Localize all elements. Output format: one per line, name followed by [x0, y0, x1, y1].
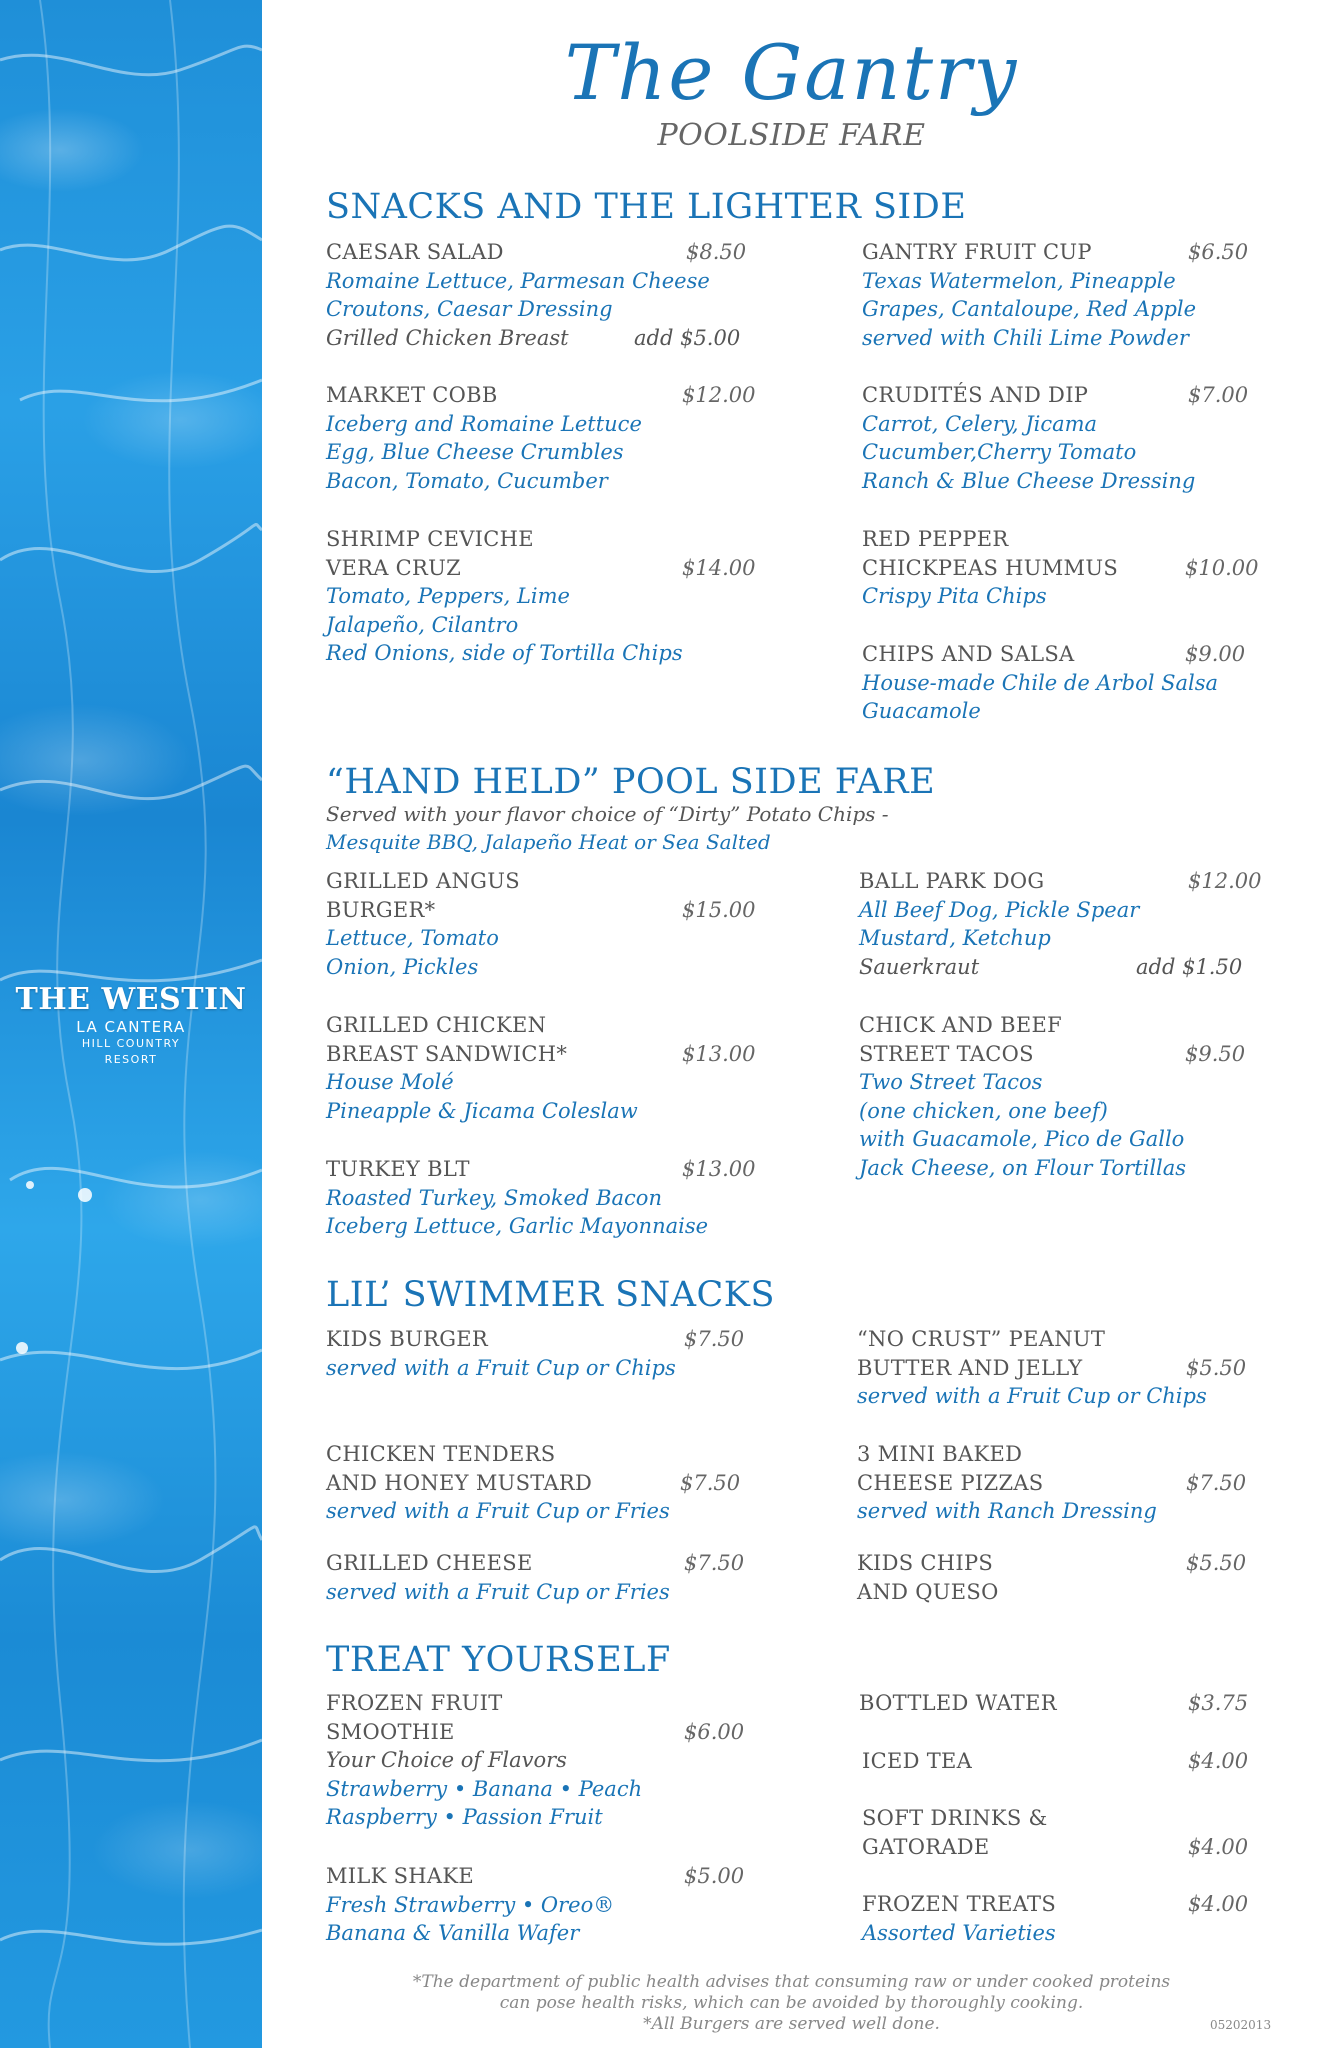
print-code: 05202013: [1210, 2018, 1272, 2032]
item-description: served with Chili Lime Powder: [862, 325, 1189, 350]
item-description: Egg, Blue Cheese Crumbles: [326, 440, 624, 465]
item-price: $13.00: [682, 1042, 756, 1066]
menu-item-market-cobb: [326, 381, 642, 495]
item-description: Ranch & Blue Cheese Dressing: [862, 468, 1196, 493]
item-name: BURGER*: [326, 897, 436, 922]
item-name: BOTTLED WATER: [859, 1691, 1057, 1715]
item-price: $12.00: [682, 383, 756, 407]
item-price: $4.00: [1188, 1749, 1249, 1773]
menu-item-street-tacos: [859, 1011, 1186, 1183]
intro-line: Mesquite BBQ, Jalapeño Heat or Sea Salted: [326, 830, 771, 854]
item-name: GATORADE: [862, 1834, 990, 1859]
section-title-kids: LIL’ SWIMMER SNACKS: [326, 1275, 775, 1315]
disclaimer-line: *All Burgers are served well done.: [643, 2014, 940, 2034]
item-name: MILK SHAKE: [326, 1864, 474, 1888]
item-description: Crispy Pita Chips: [862, 584, 1047, 609]
item-description: Mustard, Ketchup: [859, 926, 1051, 951]
item-name: SMOOTHIE: [326, 1719, 455, 1744]
item-description: Grapes, Cantaloupe, Red Apple: [862, 297, 1197, 322]
hotel-line-2: HILL COUNTRY: [81, 1037, 181, 1050]
menu-item-ball-park-dog: [859, 867, 1139, 981]
item-description: Cucumber,Cherry Tomato: [862, 440, 1137, 465]
item-name: GRILLED CHEESE: [326, 1551, 533, 1575]
menu-subtitle: POOLSIDE FARE: [657, 118, 926, 153]
disclaimer-line: can pose health risks, which can be avoided by thoroughly cooking.: [499, 1993, 1084, 2013]
item-description: served with a Fruit Cup or Fries: [326, 1499, 670, 1524]
addon-price: add $1.50: [1136, 955, 1243, 979]
item-name: AND QUESO: [857, 1579, 999, 1604]
item-name: MARKET COBB: [326, 383, 498, 407]
menu-item-crudites: [862, 381, 1195, 495]
item-description: served with a Fruit Cup or Fries: [326, 1579, 670, 1604]
item-description: Pineapple & Jicama Coleslaw: [326, 1098, 638, 1123]
item-description: Banana & Vanilla Wafer: [326, 1921, 580, 1946]
section-title-treat: TREAT YOURSELF: [326, 1640, 671, 1680]
menu-item-smoothie: [326, 1689, 642, 1832]
item-name: CHIPS AND SALSA: [862, 642, 1075, 666]
item-description: Assorted Varieties: [862, 1920, 1056, 1945]
item-price: $8.50: [686, 240, 747, 264]
menu-item-soft-drinks: [862, 1804, 1048, 1861]
item-price: $9.50: [1185, 1042, 1246, 1066]
item-name: RED PEPPER: [862, 527, 1009, 551]
item-addon: Sauerkraut: [859, 954, 980, 979]
item-price: $12.00: [1188, 869, 1262, 893]
health-disclaimer: [262, 1972, 1321, 2035]
hotel-name: THE WESTIN: [15, 982, 247, 1017]
item-name: TURKEY BLT: [326, 1157, 470, 1181]
item-description: Texas Watermelon, Pineapple: [862, 268, 1176, 293]
item-description: Iceberg and Romaine Lettuce: [326, 411, 642, 436]
item-price: $5.50: [1186, 1356, 1247, 1380]
item-description: Romaine Lettuce, Parmesan Cheese: [326, 268, 710, 293]
hotel-line-1: LA CANTERA: [76, 1018, 186, 1036]
item-description: Carrot, Celery, Jicama: [862, 411, 1098, 436]
item-price: $7.50: [680, 1471, 741, 1495]
menu-item-frozen-treats: [862, 1890, 1056, 1947]
menu-item-turkey-blt: [326, 1155, 708, 1241]
item-name: BALL PARK DOG: [859, 869, 1045, 893]
menu-item-iced-tea: [862, 1747, 972, 1776]
item-price: $4.00: [1188, 1835, 1249, 1859]
menu-item-kids-chips-queso: [857, 1549, 999, 1606]
item-name: BREAST SANDWICH*: [326, 1041, 568, 1066]
menu-item-chicken-tenders: [326, 1440, 670, 1526]
section-title-snacks: SNACKS AND THE LIGHTER SIDE: [326, 187, 967, 227]
item-name: STREET TACOS: [859, 1041, 1034, 1066]
menu-item-hummus: [862, 525, 1118, 611]
item-name: GANTRY FRUIT CUP: [862, 240, 1092, 264]
item-price: $3.75: [1188, 1691, 1249, 1715]
section-title-handheld: “HAND HELD” POOL SIDE FARE: [326, 762, 936, 802]
item-description: Raspberry • Passion Fruit: [326, 1805, 603, 1830]
item-description: Roasted Turkey, Smoked Bacon: [326, 1185, 662, 1210]
item-price: $4.00: [1188, 1892, 1249, 1916]
item-description: with Guacamole, Pico de Gallo: [859, 1127, 1185, 1152]
item-price: $7.50: [1186, 1471, 1247, 1495]
menu-item-angus-burger: [326, 867, 520, 981]
menu-item-grilled-cheese: [326, 1549, 670, 1606]
item-name: CAESAR SALAD: [326, 240, 504, 264]
item-price: $10.00: [1185, 556, 1259, 580]
item-price: $6.50: [1188, 240, 1249, 264]
item-description: Jalapeño, Cilantro: [326, 612, 519, 637]
menu-item-pbj: [857, 1325, 1207, 1411]
item-description: served with a Fruit Cup or Chips: [857, 1384, 1207, 1409]
item-price: $7.00: [1188, 383, 1249, 407]
menu-item-chips-salsa: [862, 640, 1218, 726]
item-name: CHICKEN TENDERS: [326, 1442, 556, 1466]
menu-item-gantry-fruit-cup: [862, 238, 1196, 352]
menu-item-milk-shake: [326, 1862, 614, 1948]
westin-logo: [0, 982, 262, 1068]
item-description: Croutons, Caesar Dressing: [326, 297, 613, 322]
item-price: $13.00: [682, 1157, 756, 1181]
item-description: Fresh Strawberry • Oreo®: [326, 1892, 615, 1917]
item-description: Iceberg Lettuce, Garlic Mayonnaise: [326, 1214, 709, 1239]
item-price: $5.50: [1186, 1551, 1247, 1575]
item-price: $5.00: [684, 1864, 745, 1888]
item-description: Bacon, Tomato, Cucumber: [326, 468, 608, 493]
item-price: $9.00: [1185, 642, 1246, 666]
item-name: “NO CRUST” PEANUT: [857, 1327, 1106, 1351]
menu-item-mini-pizzas: [857, 1440, 1157, 1526]
item-name: CHICK AND BEEF: [859, 1013, 1063, 1037]
item-name: AND HONEY MUSTARD: [326, 1470, 593, 1495]
item-addon: Grilled Chicken Breast: [326, 325, 569, 350]
item-description: Red Onions, side of Tortilla Chips: [326, 641, 683, 666]
item-description: Your Choice of Flavors: [326, 1748, 567, 1773]
menu-item-kids-burger: [326, 1325, 676, 1382]
intro-line: Served with your flavor choice of “Dirty” Potato Chips -: [326, 802, 889, 826]
addon-price: add $5.00: [634, 326, 741, 350]
item-price: $14.00: [682, 556, 756, 580]
item-description: (one chicken, one beef): [859, 1098, 1108, 1123]
item-name: ICED TEA: [862, 1749, 973, 1773]
item-name: GRILLED ANGUS: [326, 869, 520, 893]
section-intro-handheld: [326, 800, 889, 856]
item-name: SHRIMP CEVICHE: [326, 527, 534, 551]
item-name: FROZEN TREATS: [862, 1892, 1057, 1916]
item-name: FROZEN FRUIT: [326, 1691, 503, 1715]
item-name: CRUDITÉS AND DIP: [862, 383, 1089, 407]
item-description: Guacamole: [862, 699, 981, 724]
item-price: $7.50: [684, 1551, 745, 1575]
item-description: Lettuce, Tomato: [326, 926, 499, 951]
menu-title: The Gantry: [564, 28, 1019, 117]
item-description: Two Street Tacos: [859, 1070, 1043, 1095]
item-description: served with a Fruit Cup or Chips: [326, 1355, 676, 1380]
item-name: SOFT DRINKS &: [862, 1806, 1048, 1830]
item-description: Strawberry • Banana • Peach: [326, 1776, 643, 1801]
menu-item-chicken-sandwich: [326, 1011, 638, 1125]
item-name: CHICKPEAS HUMMUS: [862, 555, 1119, 580]
item-name: CHEESE PIZZAS: [857, 1470, 1044, 1495]
item-name: GRILLED CHICKEN: [326, 1013, 547, 1037]
menu-item-shrimp-ceviche: [326, 525, 683, 668]
item-price: $15.00: [682, 898, 756, 922]
item-description: served with Ranch Dressing: [857, 1499, 1157, 1524]
item-name: 3 MINI BAKED: [857, 1442, 1023, 1466]
hotel-line-3: RESORT: [104, 1053, 158, 1066]
item-price: $6.00: [684, 1720, 745, 1744]
item-description: House-made Chile de Arbol Salsa: [862, 670, 1219, 695]
item-description: Jack Cheese, on Flour Tortillas: [859, 1155, 1187, 1180]
item-name: KIDS BURGER: [326, 1327, 489, 1351]
item-name: KIDS CHIPS: [857, 1551, 994, 1575]
disclaimer-line: *The department of public health advises that consuming raw or under cooked proteins: [412, 1972, 1171, 1992]
menu-item-bottled-water: [859, 1689, 1057, 1718]
item-name: VERA CRUZ: [326, 555, 462, 580]
item-description: Tomato, Peppers, Lime: [326, 584, 570, 609]
item-description: Onion, Pickles: [326, 954, 479, 979]
item-name: BUTTER AND JELLY: [857, 1355, 1083, 1380]
item-description: House Molé: [326, 1070, 454, 1095]
pool-image-strip: [0, 0, 262, 2048]
item-description: All Beef Dog, Pickle Spear: [859, 897, 1140, 922]
item-price: $7.50: [684, 1327, 745, 1351]
